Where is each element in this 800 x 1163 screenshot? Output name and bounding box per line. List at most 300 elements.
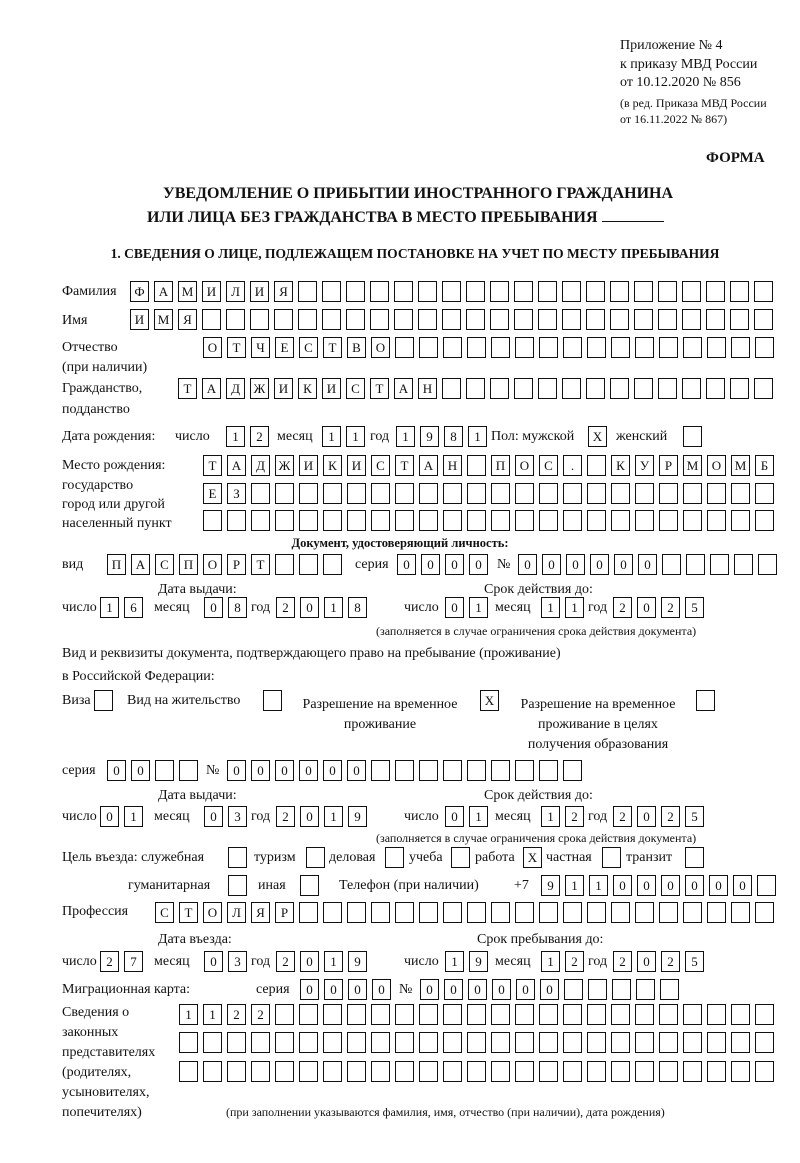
char-cell[interactable]: 7 bbox=[124, 951, 143, 972]
char-cell[interactable]: 1 bbox=[445, 951, 464, 972]
char-cell[interactable]: 2 bbox=[100, 951, 119, 972]
char-cell[interactable] bbox=[394, 281, 413, 302]
char-cell[interactable]: Р bbox=[659, 455, 678, 476]
char-cell[interactable] bbox=[275, 1032, 294, 1053]
char-cell[interactable] bbox=[539, 337, 558, 358]
char-cell[interactable]: Б bbox=[755, 455, 774, 476]
char-cell[interactable] bbox=[587, 510, 606, 531]
char-cell[interactable] bbox=[755, 1032, 774, 1053]
char-cell[interactable] bbox=[539, 483, 558, 504]
char-cell[interactable] bbox=[250, 309, 269, 330]
char-cell[interactable] bbox=[347, 1004, 366, 1025]
char-cell[interactable]: Т bbox=[179, 902, 198, 923]
char-cell[interactable] bbox=[419, 1032, 438, 1053]
char-cell[interactable] bbox=[419, 760, 438, 781]
char-cell[interactable]: 2 bbox=[276, 597, 295, 618]
char-cell[interactable] bbox=[683, 902, 702, 923]
char-cell[interactable] bbox=[587, 483, 606, 504]
char-cell[interactable] bbox=[731, 483, 750, 504]
char-cell[interactable] bbox=[731, 902, 750, 923]
char-cell[interactable] bbox=[539, 760, 558, 781]
char-cell[interactable]: Ф bbox=[130, 281, 149, 302]
char-cell[interactable] bbox=[754, 378, 773, 399]
char-cell[interactable] bbox=[395, 483, 414, 504]
char-cell[interactable] bbox=[490, 378, 509, 399]
char-cell[interactable] bbox=[659, 902, 678, 923]
char-cell[interactable]: 2 bbox=[661, 806, 680, 827]
char-cell[interactable] bbox=[662, 554, 681, 575]
char-cell[interactable] bbox=[611, 510, 630, 531]
char-cell[interactable] bbox=[306, 847, 325, 868]
char-cell[interactable]: М bbox=[178, 281, 197, 302]
char-cell[interactable] bbox=[754, 309, 773, 330]
char-cell[interactable] bbox=[491, 760, 510, 781]
char-cell[interactable] bbox=[491, 1061, 510, 1082]
char-cell[interactable]: 0 bbox=[444, 979, 463, 1000]
char-cell[interactable] bbox=[467, 510, 486, 531]
char-cell[interactable]: У bbox=[635, 455, 654, 476]
char-cell[interactable]: 9 bbox=[420, 426, 439, 447]
char-cell[interactable]: И bbox=[322, 378, 341, 399]
char-cell[interactable] bbox=[610, 309, 629, 330]
char-cell[interactable] bbox=[682, 378, 701, 399]
char-cell[interactable] bbox=[755, 902, 774, 923]
char-cell[interactable] bbox=[635, 902, 654, 923]
char-cell[interactable]: 0 bbox=[685, 875, 704, 896]
char-cell[interactable] bbox=[179, 1061, 198, 1082]
char-cell[interactable] bbox=[371, 510, 390, 531]
char-cell[interactable]: О bbox=[203, 554, 222, 575]
char-cell[interactable] bbox=[251, 1032, 270, 1053]
char-cell[interactable] bbox=[155, 760, 174, 781]
char-cell[interactable] bbox=[466, 281, 485, 302]
char-cell[interactable]: Т bbox=[178, 378, 197, 399]
char-cell[interactable] bbox=[323, 554, 342, 575]
char-cell[interactable] bbox=[443, 902, 462, 923]
char-cell[interactable] bbox=[94, 690, 113, 711]
char-cell[interactable] bbox=[611, 1061, 630, 1082]
char-cell[interactable] bbox=[179, 1032, 198, 1053]
char-cell[interactable] bbox=[683, 510, 702, 531]
char-cell[interactable] bbox=[491, 1032, 510, 1053]
char-cell[interactable]: 1 bbox=[468, 426, 487, 447]
char-cell[interactable] bbox=[659, 1004, 678, 1025]
char-cell[interactable] bbox=[563, 1032, 582, 1053]
char-cell[interactable]: О bbox=[203, 337, 222, 358]
char-cell[interactable] bbox=[322, 309, 341, 330]
char-cell[interactable]: 9 bbox=[348, 951, 367, 972]
char-cell[interactable] bbox=[563, 1004, 582, 1025]
char-cell[interactable]: X bbox=[588, 426, 607, 447]
char-cell[interactable] bbox=[730, 309, 749, 330]
char-cell[interactable] bbox=[347, 902, 366, 923]
char-cell[interactable] bbox=[323, 483, 342, 504]
char-cell[interactable] bbox=[467, 902, 486, 923]
char-cell[interactable] bbox=[515, 902, 534, 923]
char-cell[interactable]: 1 bbox=[322, 426, 341, 447]
char-cell[interactable]: 0 bbox=[637, 951, 656, 972]
char-cell[interactable]: 2 bbox=[661, 951, 680, 972]
char-cell[interactable] bbox=[635, 337, 654, 358]
char-cell[interactable]: 5 bbox=[685, 951, 704, 972]
char-cell[interactable] bbox=[658, 281, 677, 302]
char-cell[interactable] bbox=[466, 378, 485, 399]
char-cell[interactable]: 1 bbox=[124, 806, 143, 827]
char-cell[interactable] bbox=[227, 1061, 246, 1082]
char-cell[interactable]: 2 bbox=[613, 951, 632, 972]
char-cell[interactable] bbox=[491, 1004, 510, 1025]
char-cell[interactable] bbox=[490, 281, 509, 302]
char-cell[interactable] bbox=[443, 760, 462, 781]
char-cell[interactable] bbox=[467, 1004, 486, 1025]
char-cell[interactable]: 1 bbox=[541, 597, 560, 618]
char-cell[interactable] bbox=[491, 902, 510, 923]
char-cell[interactable]: 0 bbox=[516, 979, 535, 1000]
char-cell[interactable] bbox=[491, 510, 510, 531]
char-cell[interactable]: 0 bbox=[469, 554, 488, 575]
char-cell[interactable] bbox=[562, 378, 581, 399]
char-cell[interactable]: 9 bbox=[469, 951, 488, 972]
char-cell[interactable] bbox=[587, 455, 606, 476]
char-cell[interactable]: Т bbox=[203, 455, 222, 476]
char-cell[interactable] bbox=[731, 1004, 750, 1025]
char-cell[interactable] bbox=[564, 979, 583, 1000]
char-cell[interactable] bbox=[370, 309, 389, 330]
char-cell[interactable]: 0 bbox=[420, 979, 439, 1000]
char-cell[interactable]: 5 bbox=[685, 597, 704, 618]
char-cell[interactable] bbox=[466, 309, 485, 330]
char-cell[interactable] bbox=[347, 1032, 366, 1053]
char-cell[interactable] bbox=[731, 1032, 750, 1053]
char-cell[interactable] bbox=[612, 979, 631, 1000]
char-cell[interactable] bbox=[490, 309, 509, 330]
char-cell[interactable] bbox=[467, 455, 486, 476]
char-cell[interactable] bbox=[179, 760, 198, 781]
char-cell[interactable]: П bbox=[107, 554, 126, 575]
char-cell[interactable]: П bbox=[179, 554, 198, 575]
char-cell[interactable] bbox=[730, 378, 749, 399]
char-cell[interactable]: 1 bbox=[469, 597, 488, 618]
char-cell[interactable] bbox=[275, 483, 294, 504]
char-cell[interactable] bbox=[418, 309, 437, 330]
char-cell[interactable] bbox=[707, 902, 726, 923]
char-cell[interactable] bbox=[586, 281, 605, 302]
char-cell[interactable] bbox=[299, 902, 318, 923]
char-cell[interactable]: 0 bbox=[275, 760, 294, 781]
char-cell[interactable]: 0 bbox=[637, 597, 656, 618]
char-cell[interactable] bbox=[395, 1004, 414, 1025]
char-cell[interactable] bbox=[562, 309, 581, 330]
char-cell[interactable] bbox=[385, 847, 404, 868]
char-cell[interactable] bbox=[299, 483, 318, 504]
char-cell[interactable] bbox=[322, 281, 341, 302]
char-cell[interactable] bbox=[443, 510, 462, 531]
char-cell[interactable] bbox=[758, 554, 777, 575]
char-cell[interactable] bbox=[515, 483, 534, 504]
char-cell[interactable] bbox=[587, 1004, 606, 1025]
char-cell[interactable] bbox=[418, 281, 437, 302]
char-cell[interactable] bbox=[515, 1032, 534, 1053]
char-cell[interactable]: 0 bbox=[107, 760, 126, 781]
char-cell[interactable]: X bbox=[480, 690, 499, 711]
char-cell[interactable] bbox=[635, 1004, 654, 1025]
char-cell[interactable] bbox=[228, 847, 247, 868]
char-cell[interactable]: 0 bbox=[300, 979, 319, 1000]
char-cell[interactable]: 0 bbox=[251, 760, 270, 781]
char-cell[interactable]: О bbox=[371, 337, 390, 358]
char-cell[interactable] bbox=[660, 979, 679, 1000]
char-cell[interactable]: 1 bbox=[203, 1004, 222, 1025]
char-cell[interactable] bbox=[587, 902, 606, 923]
char-cell[interactable]: А bbox=[394, 378, 413, 399]
char-cell[interactable] bbox=[515, 337, 534, 358]
char-cell[interactable]: 1 bbox=[565, 597, 584, 618]
char-cell[interactable]: Н bbox=[443, 455, 462, 476]
char-cell[interactable]: 1 bbox=[226, 426, 245, 447]
char-cell[interactable] bbox=[299, 1032, 318, 1053]
char-cell[interactable] bbox=[707, 510, 726, 531]
char-cell[interactable] bbox=[563, 510, 582, 531]
char-cell[interactable]: Д bbox=[251, 455, 270, 476]
char-cell[interactable]: 2 bbox=[251, 1004, 270, 1025]
char-cell[interactable] bbox=[755, 337, 774, 358]
char-cell[interactable]: Е bbox=[275, 337, 294, 358]
char-cell[interactable] bbox=[419, 483, 438, 504]
char-cell[interactable] bbox=[371, 1032, 390, 1053]
char-cell[interactable] bbox=[755, 483, 774, 504]
char-cell[interactable]: 0 bbox=[542, 554, 561, 575]
char-cell[interactable]: 0 bbox=[661, 875, 680, 896]
char-cell[interactable]: 5 bbox=[685, 806, 704, 827]
char-cell[interactable]: С bbox=[155, 902, 174, 923]
char-cell[interactable]: Т bbox=[227, 337, 246, 358]
char-cell[interactable] bbox=[395, 902, 414, 923]
char-cell[interactable]: 0 bbox=[421, 554, 440, 575]
char-cell[interactable]: 3 bbox=[228, 951, 247, 972]
char-cell[interactable] bbox=[443, 1004, 462, 1025]
char-cell[interactable]: И bbox=[202, 281, 221, 302]
char-cell[interactable] bbox=[443, 483, 462, 504]
char-cell[interactable] bbox=[395, 1032, 414, 1053]
char-cell[interactable] bbox=[203, 1032, 222, 1053]
char-cell[interactable]: И bbox=[347, 455, 366, 476]
char-cell[interactable] bbox=[443, 1032, 462, 1053]
char-cell[interactable] bbox=[394, 309, 413, 330]
char-cell[interactable]: А bbox=[227, 455, 246, 476]
char-cell[interactable] bbox=[683, 426, 702, 447]
char-cell[interactable]: 2 bbox=[565, 806, 584, 827]
char-cell[interactable]: X bbox=[523, 847, 542, 868]
char-cell[interactable]: 9 bbox=[348, 806, 367, 827]
char-cell[interactable] bbox=[443, 337, 462, 358]
char-cell[interactable] bbox=[300, 875, 319, 896]
char-cell[interactable] bbox=[514, 281, 533, 302]
char-cell[interactable] bbox=[275, 1004, 294, 1025]
char-cell[interactable] bbox=[587, 1032, 606, 1053]
char-cell[interactable]: 0 bbox=[348, 979, 367, 1000]
char-cell[interactable]: А bbox=[419, 455, 438, 476]
char-cell[interactable] bbox=[467, 760, 486, 781]
char-cell[interactable]: 0 bbox=[637, 875, 656, 896]
char-cell[interactable] bbox=[659, 510, 678, 531]
char-cell[interactable] bbox=[442, 281, 461, 302]
char-cell[interactable] bbox=[226, 309, 245, 330]
char-cell[interactable] bbox=[467, 483, 486, 504]
char-cell[interactable]: Л bbox=[227, 902, 246, 923]
char-cell[interactable]: И bbox=[130, 309, 149, 330]
char-cell[interactable] bbox=[395, 1061, 414, 1082]
char-cell[interactable] bbox=[683, 1032, 702, 1053]
char-cell[interactable] bbox=[370, 281, 389, 302]
char-cell[interactable] bbox=[299, 1004, 318, 1025]
char-cell[interactable]: 2 bbox=[565, 951, 584, 972]
char-cell[interactable] bbox=[515, 1004, 534, 1025]
char-cell[interactable]: 0 bbox=[445, 806, 464, 827]
char-cell[interactable]: Ж bbox=[250, 378, 269, 399]
char-cell[interactable] bbox=[610, 378, 629, 399]
char-cell[interactable] bbox=[707, 1004, 726, 1025]
char-cell[interactable] bbox=[682, 309, 701, 330]
char-cell[interactable]: 1 bbox=[565, 875, 584, 896]
char-cell[interactable]: Я bbox=[178, 309, 197, 330]
char-cell[interactable]: 0 bbox=[204, 597, 223, 618]
char-cell[interactable]: . bbox=[563, 455, 582, 476]
char-cell[interactable] bbox=[562, 281, 581, 302]
char-cell[interactable] bbox=[299, 1061, 318, 1082]
char-cell[interactable]: 0 bbox=[397, 554, 416, 575]
char-cell[interactable] bbox=[371, 1061, 390, 1082]
char-cell[interactable] bbox=[734, 554, 753, 575]
char-cell[interactable]: С bbox=[539, 455, 558, 476]
char-cell[interactable]: 0 bbox=[131, 760, 150, 781]
char-cell[interactable]: 2 bbox=[613, 597, 632, 618]
char-cell[interactable] bbox=[323, 1004, 342, 1025]
char-cell[interactable]: Я bbox=[251, 902, 270, 923]
char-cell[interactable]: З bbox=[227, 483, 246, 504]
char-cell[interactable]: 8 bbox=[444, 426, 463, 447]
char-cell[interactable] bbox=[228, 875, 247, 896]
char-cell[interactable]: Р bbox=[275, 902, 294, 923]
char-cell[interactable]: 1 bbox=[324, 597, 343, 618]
char-cell[interactable] bbox=[707, 337, 726, 358]
char-cell[interactable] bbox=[298, 281, 317, 302]
char-cell[interactable] bbox=[451, 847, 470, 868]
char-cell[interactable]: 0 bbox=[299, 760, 318, 781]
char-cell[interactable] bbox=[515, 510, 534, 531]
char-cell[interactable] bbox=[347, 483, 366, 504]
char-cell[interactable]: 0 bbox=[300, 597, 319, 618]
char-cell[interactable]: 2 bbox=[613, 806, 632, 827]
char-cell[interactable] bbox=[755, 1061, 774, 1082]
char-cell[interactable] bbox=[275, 1061, 294, 1082]
char-cell[interactable] bbox=[203, 1061, 222, 1082]
char-cell[interactable]: Д bbox=[226, 378, 245, 399]
char-cell[interactable]: Е bbox=[203, 483, 222, 504]
char-cell[interactable]: Т bbox=[370, 378, 389, 399]
char-cell[interactable] bbox=[683, 483, 702, 504]
char-cell[interactable] bbox=[659, 1061, 678, 1082]
char-cell[interactable]: 0 bbox=[468, 979, 487, 1000]
char-cell[interactable] bbox=[563, 1061, 582, 1082]
char-cell[interactable] bbox=[539, 1004, 558, 1025]
char-cell[interactable] bbox=[611, 337, 630, 358]
char-cell[interactable]: 0 bbox=[614, 554, 633, 575]
char-cell[interactable] bbox=[491, 337, 510, 358]
char-cell[interactable] bbox=[658, 309, 677, 330]
char-cell[interactable] bbox=[706, 309, 725, 330]
char-cell[interactable] bbox=[635, 1032, 654, 1053]
char-cell[interactable] bbox=[467, 1032, 486, 1053]
char-cell[interactable] bbox=[586, 378, 605, 399]
char-cell[interactable] bbox=[395, 760, 414, 781]
char-cell[interactable] bbox=[298, 309, 317, 330]
char-cell[interactable] bbox=[203, 510, 222, 531]
char-cell[interactable]: К bbox=[611, 455, 630, 476]
char-cell[interactable] bbox=[636, 979, 655, 1000]
char-cell[interactable] bbox=[275, 510, 294, 531]
char-cell[interactable] bbox=[467, 337, 486, 358]
char-cell[interactable] bbox=[659, 1032, 678, 1053]
char-cell[interactable] bbox=[538, 309, 557, 330]
char-cell[interactable]: Ж bbox=[275, 455, 294, 476]
char-cell[interactable]: 1 bbox=[324, 951, 343, 972]
char-cell[interactable] bbox=[685, 847, 704, 868]
char-cell[interactable] bbox=[346, 281, 365, 302]
char-cell[interactable] bbox=[323, 510, 342, 531]
char-cell[interactable]: 0 bbox=[540, 979, 559, 1000]
char-cell[interactable]: 3 bbox=[228, 806, 247, 827]
char-cell[interactable] bbox=[419, 1061, 438, 1082]
char-cell[interactable] bbox=[634, 309, 653, 330]
char-cell[interactable] bbox=[371, 483, 390, 504]
char-cell[interactable] bbox=[635, 483, 654, 504]
char-cell[interactable]: С bbox=[299, 337, 318, 358]
char-cell[interactable]: Т bbox=[251, 554, 270, 575]
char-cell[interactable]: 0 bbox=[100, 806, 119, 827]
char-cell[interactable] bbox=[539, 1032, 558, 1053]
char-cell[interactable] bbox=[467, 1061, 486, 1082]
char-cell[interactable]: Т bbox=[323, 337, 342, 358]
char-cell[interactable] bbox=[419, 337, 438, 358]
char-cell[interactable] bbox=[563, 483, 582, 504]
char-cell[interactable] bbox=[588, 979, 607, 1000]
char-cell[interactable] bbox=[227, 1032, 246, 1053]
char-cell[interactable] bbox=[610, 281, 629, 302]
char-cell[interactable]: 0 bbox=[445, 554, 464, 575]
char-cell[interactable]: 0 bbox=[372, 979, 391, 1000]
char-cell[interactable]: 0 bbox=[637, 806, 656, 827]
char-cell[interactable]: П bbox=[491, 455, 510, 476]
char-cell[interactable]: 0 bbox=[566, 554, 585, 575]
char-cell[interactable] bbox=[251, 1061, 270, 1082]
char-cell[interactable] bbox=[227, 510, 246, 531]
char-cell[interactable] bbox=[755, 1004, 774, 1025]
char-cell[interactable] bbox=[346, 309, 365, 330]
char-cell[interactable] bbox=[707, 483, 726, 504]
char-cell[interactable] bbox=[683, 1004, 702, 1025]
char-cell[interactable]: Т bbox=[395, 455, 414, 476]
char-cell[interactable]: О bbox=[203, 902, 222, 923]
char-cell[interactable] bbox=[635, 510, 654, 531]
char-cell[interactable] bbox=[538, 378, 557, 399]
char-cell[interactable] bbox=[696, 690, 715, 711]
char-cell[interactable]: 0 bbox=[590, 554, 609, 575]
char-cell[interactable] bbox=[659, 483, 678, 504]
char-cell[interactable]: 0 bbox=[204, 951, 223, 972]
char-cell[interactable] bbox=[323, 1061, 342, 1082]
char-cell[interactable] bbox=[586, 309, 605, 330]
char-cell[interactable] bbox=[755, 510, 774, 531]
